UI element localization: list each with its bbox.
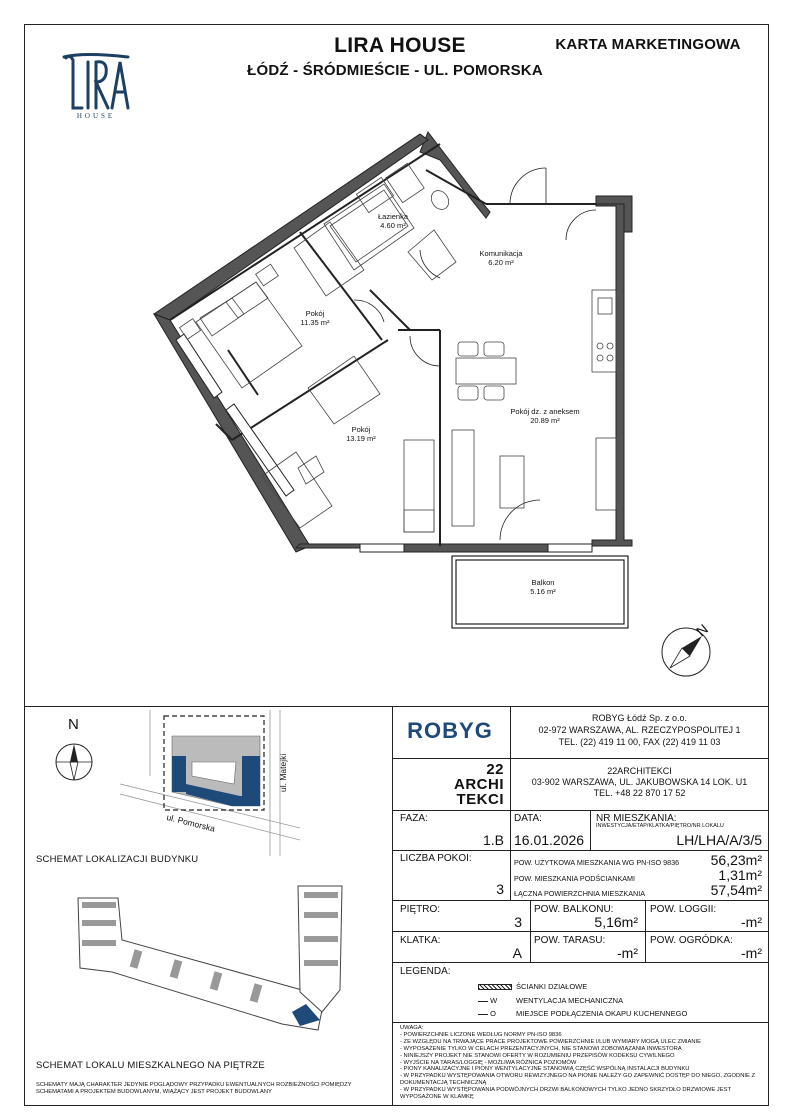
logo-line: ARCHI xyxy=(454,776,504,793)
location-map xyxy=(120,710,300,856)
faza-value: 1.B xyxy=(482,832,504,848)
divider xyxy=(510,850,511,900)
schema-floor-caption: SCHEMAT LOKALU MIESZKALNEGO NA PIĘTRZE xyxy=(36,1060,265,1071)
logo-line: 22 xyxy=(486,761,504,778)
area1-label: POW. UŻYTKOWA MIESZKANIA WG PN-ISO 9836 xyxy=(514,858,680,867)
note-line: - WYJŚCIE NA TARAS/LOGGIĘ - MOŻLIWA RÓŻNICA POZIOMÓW xyxy=(400,1059,577,1066)
nr-label: NR MIESZKANIA: xyxy=(596,813,677,824)
divider xyxy=(392,1022,769,1023)
divider xyxy=(590,810,591,850)
divider xyxy=(24,706,769,707)
architect-logo xyxy=(424,762,504,807)
loggia-label: POW. LOGGII: xyxy=(650,904,717,915)
room-name: Balkon xyxy=(531,578,555,587)
faza-label: FAZA: xyxy=(400,813,428,824)
room-label-living xyxy=(500,407,590,425)
room-area: 20.89 m² xyxy=(530,416,560,425)
note-line: - PIONY KANALIZACYJNE I PIONY WENTYLACYJNE STANOWIĄ CZĘŚĆ WSPÓLNĄ INSTALACJI BUDYNKU xyxy=(400,1066,690,1073)
note-line: - POWIERZCHNIE LICZONE WEDŁUG NORMY PN-ISO 9836 xyxy=(400,1031,562,1038)
room-label-bedroom-2 xyxy=(326,425,396,443)
rooms-value: 3 xyxy=(496,881,504,897)
schema-building-caption: SCHEMAT LOKALIZACJI BUDYNKU xyxy=(36,854,199,865)
divider xyxy=(392,810,769,811)
room-name: Pokój dz. z aneksem xyxy=(510,407,580,416)
legend-item: WENTYLACJA MECHANICZNA xyxy=(516,996,624,1005)
page-title: LIRA HOUSE xyxy=(334,34,466,57)
developer-phone: TEL. (22) 419 11 00, FAX (22) 419 11 03 xyxy=(558,737,721,747)
legend-item: ŚCIANKI DZIAŁOWE xyxy=(516,982,588,991)
area1-value: 56,23m² xyxy=(710,852,762,868)
note-line: - W PRZYPADKU WYSTĘPOWANIA PODWÓJNYCH DRZWI BALKONOWYCH TYLKO JEDNO SKRZYDŁO DRZWIOWE JEST WYPOSAŻONE W KLAMKĘ xyxy=(400,1087,731,1101)
room-label-bathroom xyxy=(358,212,428,230)
area3-label: ŁĄCZNA POWIERZCHNIA MIESZKANIA xyxy=(514,889,645,898)
loggia-value: -m² xyxy=(741,914,762,930)
nr-sublabel: INWESTYCJA/ETAP/KLATKA/PIĘTRO/NR LOKALU xyxy=(596,823,724,829)
area3-value: 57,54m² xyxy=(710,882,762,898)
floor-schema xyxy=(72,880,352,1040)
divider xyxy=(392,706,393,1106)
developer-name: ROBYG Łódź Sp. z o.o. xyxy=(591,713,688,723)
hood-symbol: O xyxy=(490,1009,496,1018)
balcony-label: POW. BALKONU: xyxy=(534,904,614,915)
divider xyxy=(392,962,769,963)
room-area: 4.60 m² xyxy=(380,221,406,230)
stair-value: A xyxy=(512,945,522,961)
room-area: 11.35 m² xyxy=(300,318,330,327)
garden-label: POW. OGRÓDKA: xyxy=(650,935,733,946)
ventilation-symbol: W xyxy=(490,996,498,1005)
location-compass-letter: N xyxy=(68,716,79,733)
divider xyxy=(392,850,769,851)
architect-name: 22ARCHITEKCI xyxy=(607,766,672,776)
terrace-label: POW. TARASU: xyxy=(534,935,606,946)
legend-item: MIEJSCE PODŁĄCZENIA OKAPU KUCHENNEGO xyxy=(516,1009,688,1018)
logo-line: TEKCI xyxy=(456,791,504,808)
room-area: 5.16 m² xyxy=(530,587,556,596)
note-line: - NINIEJSZY PROJEKT NIE STANOWI OFERTY W ROZUMIENIU PRZEPISÓW KODEKSU CYWILNEGO xyxy=(400,1052,675,1059)
note-line: - ZE WZGLĘDU NA TRWAJĄCE PRACE PROJEKTOWE POWIERZCHNIE I/LUB WYMIARY MOGĄ ULEC ZMIANIE xyxy=(400,1038,702,1045)
room-area: 6.20 m² xyxy=(488,258,514,267)
room-name: Pokój xyxy=(351,425,371,434)
notes-title: UWAGA: xyxy=(400,1025,424,1031)
disclaimer: SCHEMATY MAJĄ CHARAKTER JEDYNIE POGLĄDOWY PRZYPADKU EWENTUALNYCH ROZBIEŻNOŚCI POMIĘDZY SCHEMATAMI A PROJEKTEM BUDOWLANYM, WIĄŻĄCY JEST PROJEKT BUDOWLANY xyxy=(36,1082,352,1095)
logo-subtext: HOUSE xyxy=(76,112,116,120)
lira-house-logo xyxy=(60,52,132,126)
terrace-value: -m² xyxy=(617,945,638,961)
room-name: Komunikacja xyxy=(479,249,523,258)
balcony-value: 5,16m² xyxy=(594,914,638,930)
rooms-label: LICZBA POKOI: xyxy=(400,853,472,864)
divider xyxy=(392,758,769,759)
robyg-logo: ROBYG xyxy=(407,718,493,743)
room-label-hall xyxy=(466,249,536,267)
stair-label: KLATKA: xyxy=(400,935,441,946)
location-compass-icon xyxy=(52,740,96,784)
notes xyxy=(400,1025,762,1101)
data-label: DATA: xyxy=(514,813,542,824)
room-name: Pokój xyxy=(305,309,325,318)
room-name: Łazienka xyxy=(377,212,409,221)
nr-value: LH/LHA/A/3/5 xyxy=(676,832,762,848)
area2-value: 1,31m² xyxy=(718,867,762,883)
floor-label: PIĘTRO: xyxy=(400,904,441,915)
architect-address: 03-902 WARSZAWA, UL. JAKUBOWSKA 14 LOK. U1 xyxy=(531,777,748,787)
floor-value: 3 xyxy=(514,914,522,930)
developer-info xyxy=(510,712,769,748)
legend-symbol xyxy=(478,1009,496,1018)
note-line: - W PRZYPADKU WYSTĘPOWANIA OTWORU REWIZYJNEGO NA PIONIE NALEŻY GO ZAPEWNIĆ DOSTĘP DO NIEGO, ZGODNIE Z DOKUMENTACJĄ TECHNICZNĄ xyxy=(400,1073,756,1087)
floor-plan xyxy=(140,120,660,650)
page-subtitle: ŁÓDŹ - ŚRÓDMIEŚCIE - UL. POMORSKA xyxy=(247,62,543,79)
room-label-bedroom-1 xyxy=(280,309,350,327)
garden-value: -m² xyxy=(741,945,762,961)
legend-title: LEGENDA: xyxy=(400,966,451,977)
card-type: KARTA MARKETINGOWA xyxy=(555,36,741,53)
compass-letter: N xyxy=(693,620,712,640)
architect-info xyxy=(510,766,769,799)
partition-wall-swatch xyxy=(478,984,512,990)
room-area: 13.19 m² xyxy=(346,434,376,443)
data-value: 16.01.2026 xyxy=(514,832,585,848)
street-matejki: ul. Matejki xyxy=(278,753,288,792)
legend-symbol xyxy=(478,996,497,1005)
divider xyxy=(392,931,769,932)
room-label-balcony xyxy=(508,578,578,596)
divider xyxy=(510,810,511,850)
note-line: - WYPOSAŻENIE TYLKO W CELACH PREZENTACYJNYCH, NIE STANOWI ZOBOWIĄZANIA INWESTORA xyxy=(400,1045,682,1052)
area2-label: POW. MIESZKANIA PODŚCIANKAMI xyxy=(514,874,636,883)
architect-phone: TEL. +48 22 870 17 52 xyxy=(593,788,686,798)
developer-address: 02-972 WARSZAWA, AL. RZECZYPOSPOLITEJ 1 xyxy=(538,725,741,735)
divider xyxy=(392,900,769,901)
street-pomorska: ul. Pomorska xyxy=(165,812,217,834)
